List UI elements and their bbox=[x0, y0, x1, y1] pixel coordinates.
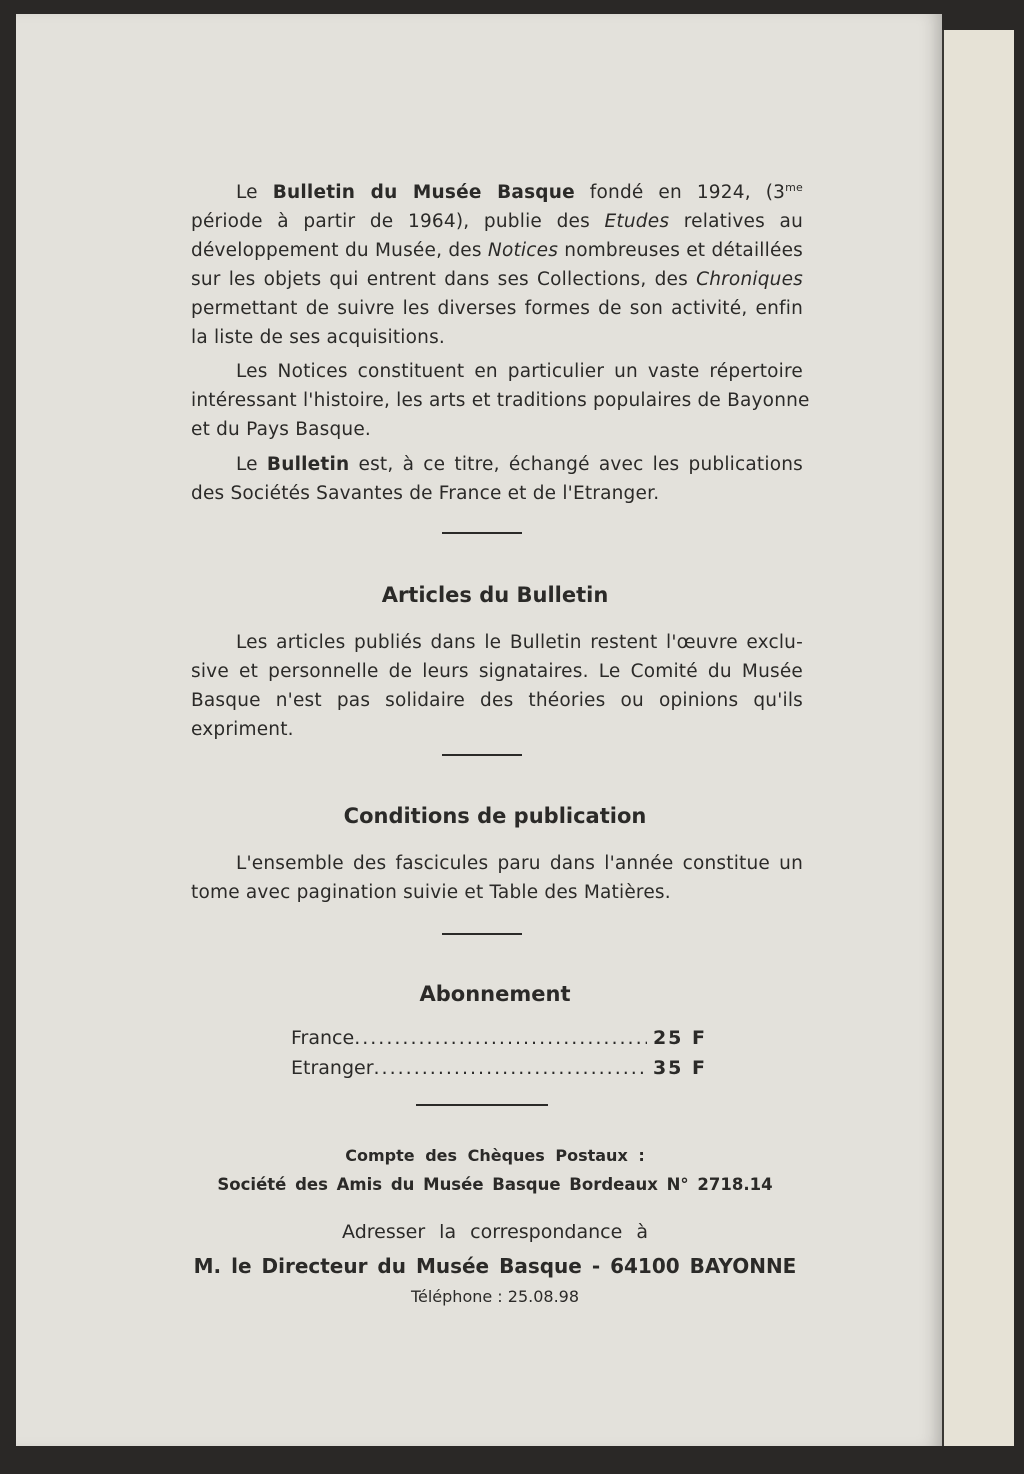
abonnement-heading: Abonnement bbox=[419, 982, 571, 1006]
text-segment: expriment. bbox=[191, 719, 294, 740]
text-segment: développement du Musée, des bbox=[191, 240, 488, 261]
price-row-france bbox=[291, 1027, 707, 1049]
address-intro: Adresser la correspondance à bbox=[342, 1221, 648, 1243]
text-line bbox=[191, 715, 803, 744]
text-segment: intéressant l'histoire, les arts et traditions populaires de Bayonne bbox=[191, 390, 810, 411]
text-segment: me bbox=[785, 180, 803, 194]
text-segment: période à partir de 1964), publie des bbox=[191, 211, 605, 232]
text-segment: sive et personnelle de leurs signataires. Le Comité du Musée bbox=[191, 661, 803, 682]
price-label: Etranger bbox=[291, 1057, 374, 1079]
divider bbox=[442, 532, 522, 534]
text-line bbox=[191, 479, 803, 508]
intro-paragraph-3 bbox=[191, 450, 803, 508]
divider bbox=[442, 754, 522, 756]
text-segment: Chroniques bbox=[696, 269, 803, 290]
articles-heading: Articles du Bulletin bbox=[381, 583, 609, 607]
facing-page-edge bbox=[942, 30, 1014, 1446]
text-segment: Le bbox=[236, 182, 273, 203]
text-segment: L'ensemble des fascicules paru dans l'année constitue un bbox=[236, 853, 803, 874]
address: M. le Directeur du Musée Basque - 64100 BAYONNE bbox=[193, 1254, 797, 1278]
text-line bbox=[191, 849, 803, 878]
text-segment: Basque n'est pas solidaire des théories ou opinions qu'ils bbox=[191, 690, 803, 711]
text-segment: Bulletin du Musée Basque bbox=[272, 182, 575, 203]
text-segment: Les Notices constituent en particulier un vaste répertoire bbox=[236, 361, 803, 382]
intro-paragraph-1 bbox=[191, 178, 803, 352]
text-line bbox=[191, 178, 803, 207]
text-line bbox=[191, 265, 803, 294]
text-line bbox=[191, 686, 803, 715]
phone: Téléphone : 25.08.98 bbox=[410, 1287, 580, 1306]
text-line bbox=[191, 294, 803, 323]
text-segment: sur les objets qui entrent dans ses Collections, des bbox=[191, 269, 697, 290]
document-page bbox=[16, 14, 942, 1446]
conditions-paragraph bbox=[191, 849, 803, 907]
text-segment: tome avec pagination suivie et Table des Matières. bbox=[191, 882, 671, 903]
cheques-account: Société des Amis du Musée Basque Bordeaux N° 2718.14 bbox=[217, 1175, 773, 1194]
text-line bbox=[191, 878, 803, 907]
text-segment: Bulletin bbox=[266, 454, 350, 475]
text-segment: la liste de ses acquisitions. bbox=[191, 327, 445, 348]
text-segment: Les articles publiés dans le Bulletin restent l'œuvre exclu- bbox=[236, 632, 803, 653]
text-line bbox=[191, 357, 803, 386]
price-value: 25 F bbox=[652, 1027, 707, 1049]
text-segment: Notices bbox=[487, 240, 559, 261]
text-segment: relatives au bbox=[669, 211, 804, 232]
text-segment: Etudes bbox=[604, 211, 670, 232]
text-line bbox=[191, 628, 803, 657]
leader-dots bbox=[374, 1057, 647, 1079]
articles-paragraph bbox=[191, 628, 803, 744]
text-line bbox=[191, 236, 803, 265]
intro-paragraph-2 bbox=[191, 357, 810, 444]
text-segment: Le bbox=[236, 454, 267, 475]
text-line bbox=[191, 323, 803, 352]
text-line bbox=[191, 450, 803, 479]
price-label: France bbox=[291, 1027, 355, 1049]
divider bbox=[416, 1104, 548, 1106]
divider bbox=[442, 933, 522, 935]
cheques-title: Compte des Chèques Postaux : bbox=[345, 1146, 645, 1165]
text-line bbox=[191, 386, 810, 415]
text-segment: nombreuses et détaillées bbox=[558, 240, 803, 261]
text-segment: permettant de suivre les diverses formes de son activité, enfin bbox=[191, 298, 803, 319]
price-value: 35 F bbox=[652, 1057, 707, 1079]
text-line bbox=[191, 657, 803, 686]
text-line bbox=[191, 207, 803, 236]
text-segment: est, à ce titre, échangé avec les publications bbox=[349, 454, 803, 475]
text-segment: et du Pays Basque. bbox=[191, 419, 371, 440]
leader-dots bbox=[354, 1027, 647, 1049]
text-segment: des Sociétés Savantes de France et de l'Etranger. bbox=[191, 483, 660, 504]
text-line bbox=[191, 415, 803, 444]
price-row-etranger bbox=[291, 1057, 707, 1079]
conditions-heading: Conditions de publication bbox=[343, 804, 647, 828]
text-segment: fondé en 1924, (3 bbox=[574, 182, 786, 203]
